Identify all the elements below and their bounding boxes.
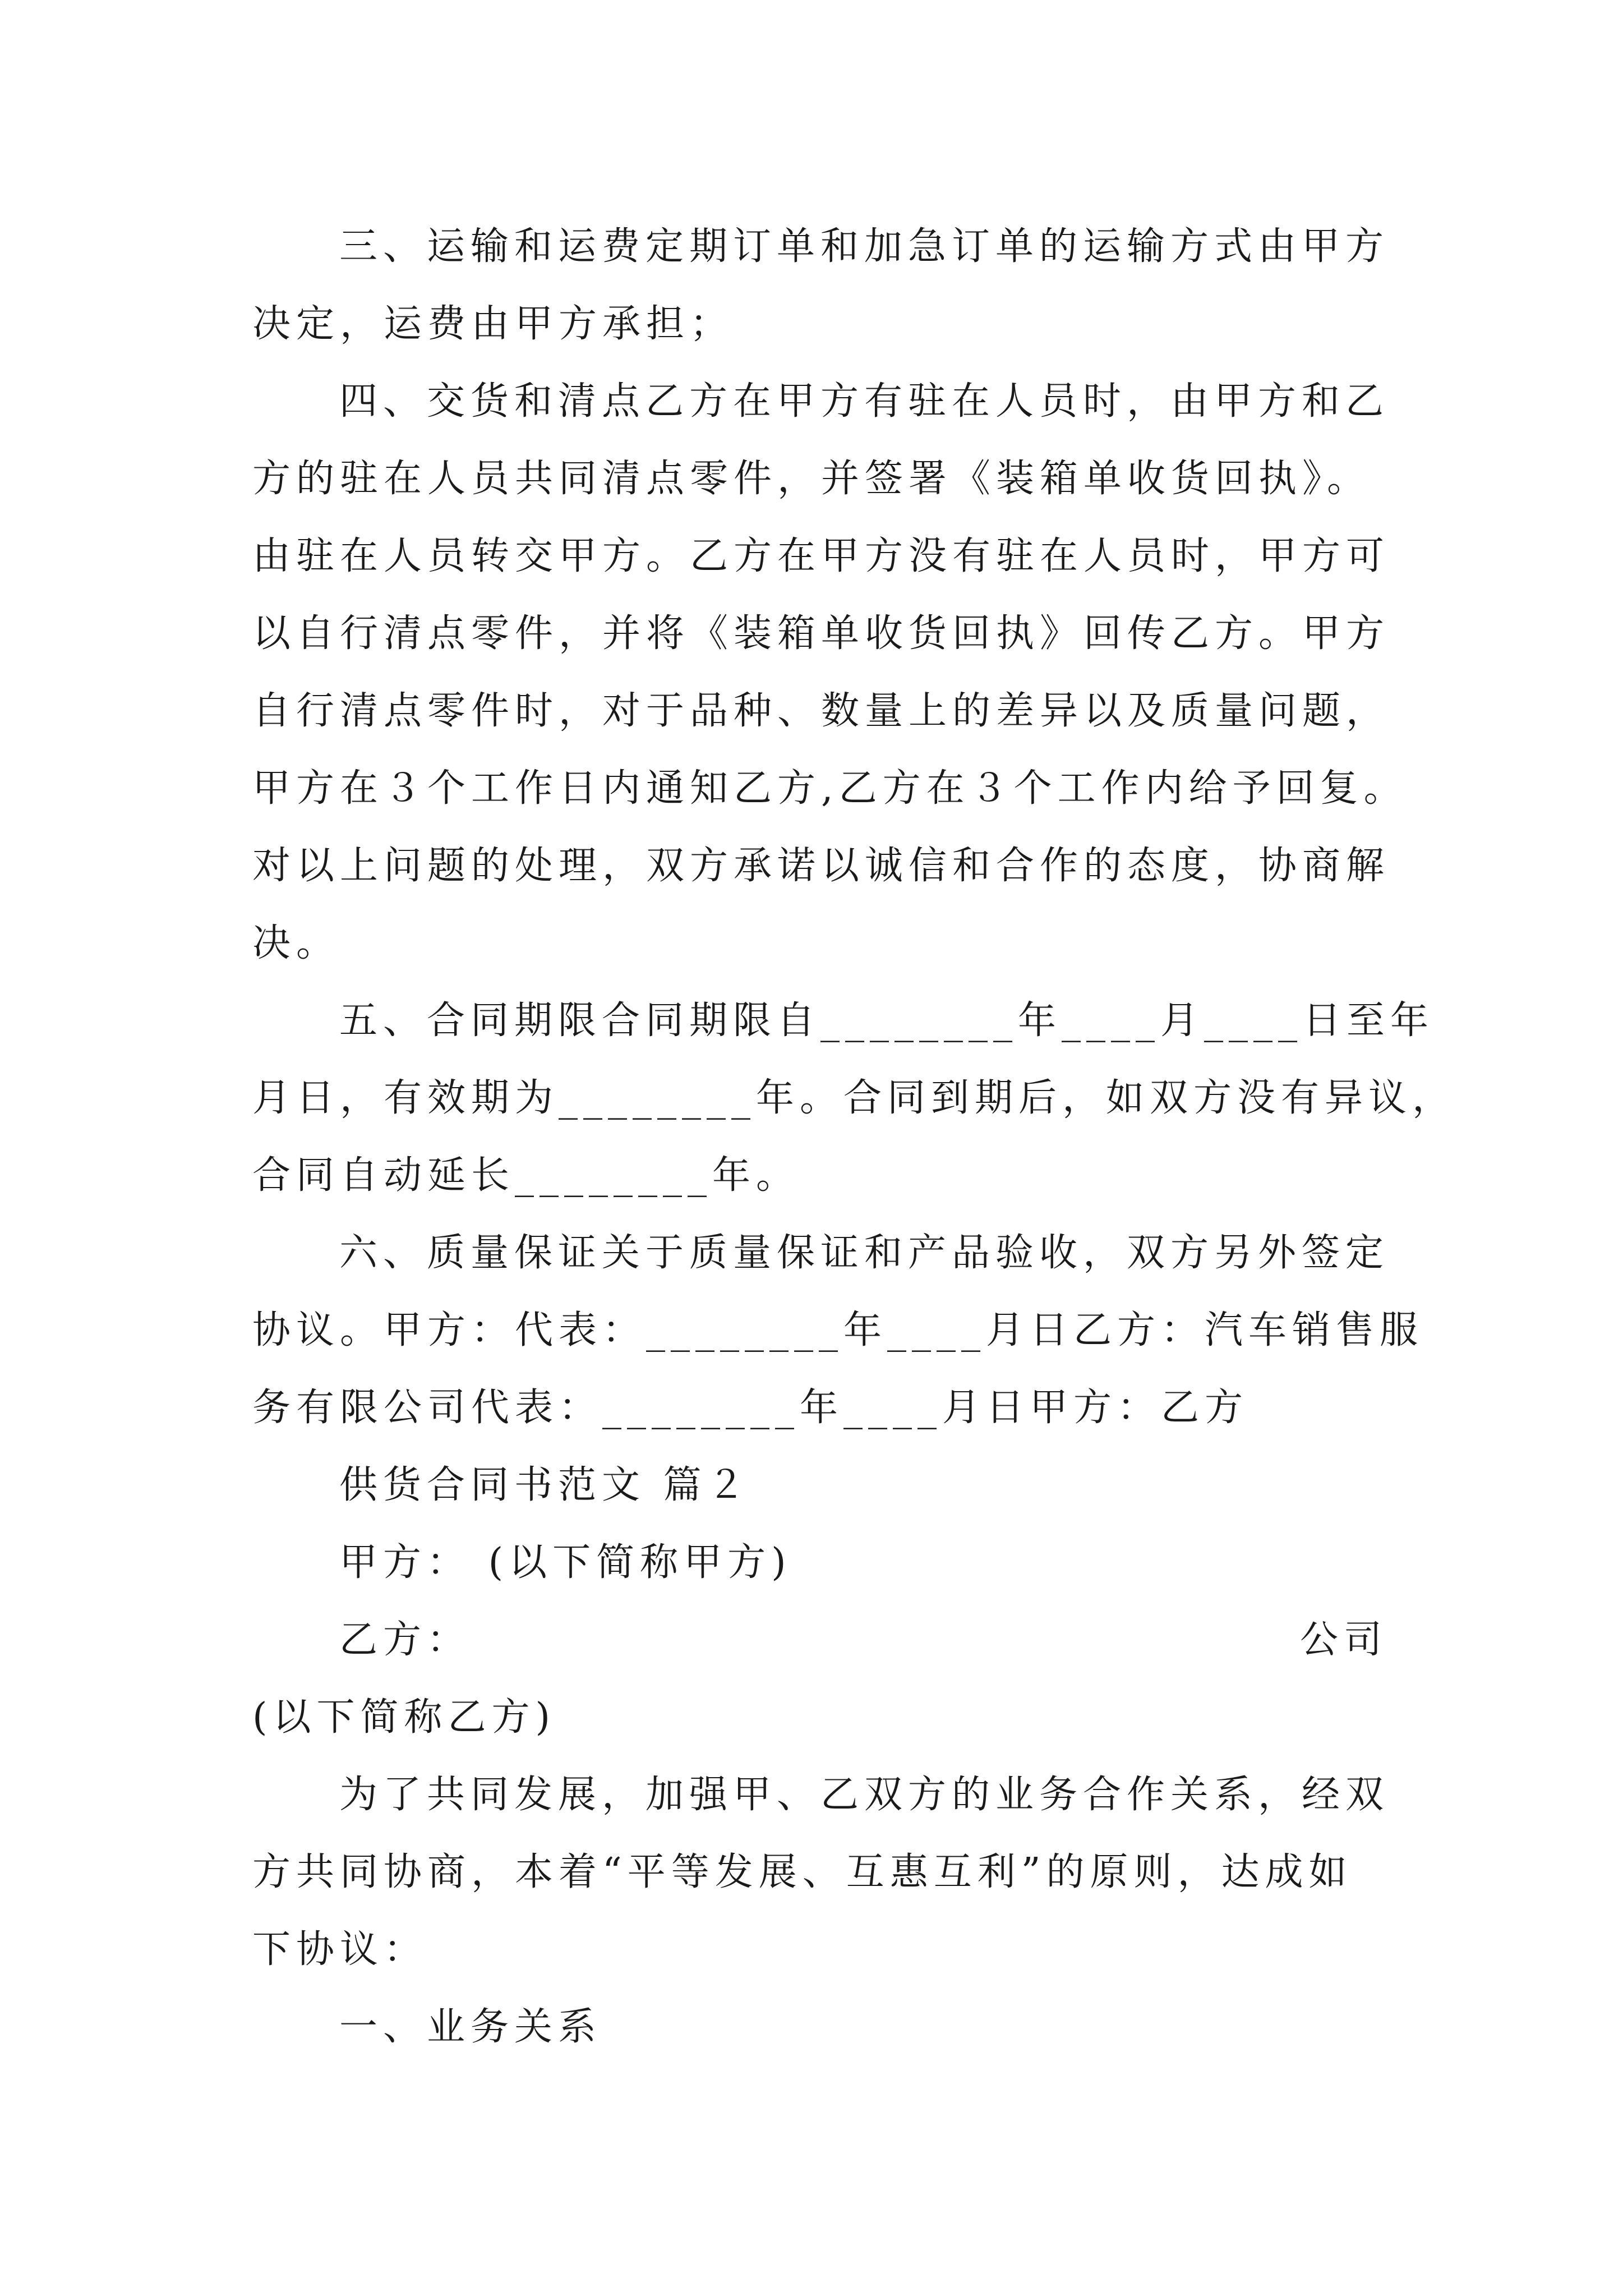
party-a-line [0,1524,1623,1602]
paragraph-line [0,362,1623,441]
line-text: 决定，运费由甲方承担； [252,302,734,346]
party-b-label: 乙方： [339,1618,471,1662]
line-text: 以自行清点零件，并将《装箱单收货回执》回传乙方。甲方 [252,611,1390,656]
paragraph-line [0,1756,1623,1834]
line-text: 下协议： [252,1927,428,1972]
party-b-line [0,1601,1623,1680]
line-text: 五、合同期限合同期限自________年____月____日至年 [339,999,1435,1043]
line-text: 由驻在人员转交甲方。乙方在甲方没有驻在人员时，甲方可 [252,534,1390,578]
paragraph-line [0,1369,1623,1447]
line-text: 三、运输和运费定期订单和加急订单的运输方式由甲方 [339,224,1390,269]
paragraph-line [0,1059,1623,1138]
paragraph-line [0,1291,1623,1370]
line-text: 决。 [252,921,340,965]
line-text: 合同自动延长________年。 [252,1153,800,1198]
paragraph-line [0,517,1623,596]
line-text: 四、交货和清点乙方在甲方有驻在人员时，由甲方和乙 [339,379,1390,424]
paragraph-line [0,904,1623,983]
paragraph-line [0,749,1623,828]
paragraph-line [0,827,1623,905]
section-heading [0,1446,1623,1525]
line-text: 务有限公司代表：________年____月日甲方：乙方 [252,1386,1249,1430]
paragraph-line [0,1214,1623,1292]
line-text: 自行清点零件时，对于品种、数量上的差异以及质量问题， [252,689,1390,733]
paragraph-line [0,595,1623,673]
line-text: 方的驻在人员共同清点零件，并签署《装箱单收货回执》。 [252,457,1371,501]
party-b-company: 公司 [1300,1618,1388,1662]
paragraph-line [0,1911,1623,1989]
paragraph-line [0,285,1623,364]
line-text: 方共同协商，本着“平等发展、互惠互利”的原则，达成如 [252,1850,1353,1894]
section-heading [0,1988,1623,2067]
line-text: 月日，有效期为________年。合同到期后，如双方没有异议， [252,1076,1456,1120]
line-text: 为了共同发展，加强甲、乙双方的业务合作关系，经双 [339,1773,1390,1817]
paragraph-line [0,1833,1623,1912]
paragraph-line [0,1678,1623,1757]
paragraph-line [0,208,1623,286]
paragraph-line [0,672,1623,751]
paragraph-line [0,1137,1623,1215]
line-text: 甲方： (以下简称甲方) [339,1540,792,1585]
line-text: (以下简称乙方) [252,1695,556,1740]
line-text: 供货合同书范文 篇２ [339,1463,751,1507]
line-text: 甲方在３个工作日内通知乙方,乙方在３个工作内给予回复。 [252,766,1408,811]
line-text: 一、业务关系 [339,2005,602,2049]
line-text: 协议。甲方：代表：________年____月日乙方：汽车销售服 [252,1308,1424,1352]
paragraph-line [0,440,1623,518]
line-text: 六、质量保证关于质量保证和产品验收，双方另外签定 [339,1231,1390,1275]
paragraph-line [0,982,1623,1060]
line-text: 对以上问题的处理，双方承诺以诚信和合作的态度，协商解 [252,844,1390,888]
